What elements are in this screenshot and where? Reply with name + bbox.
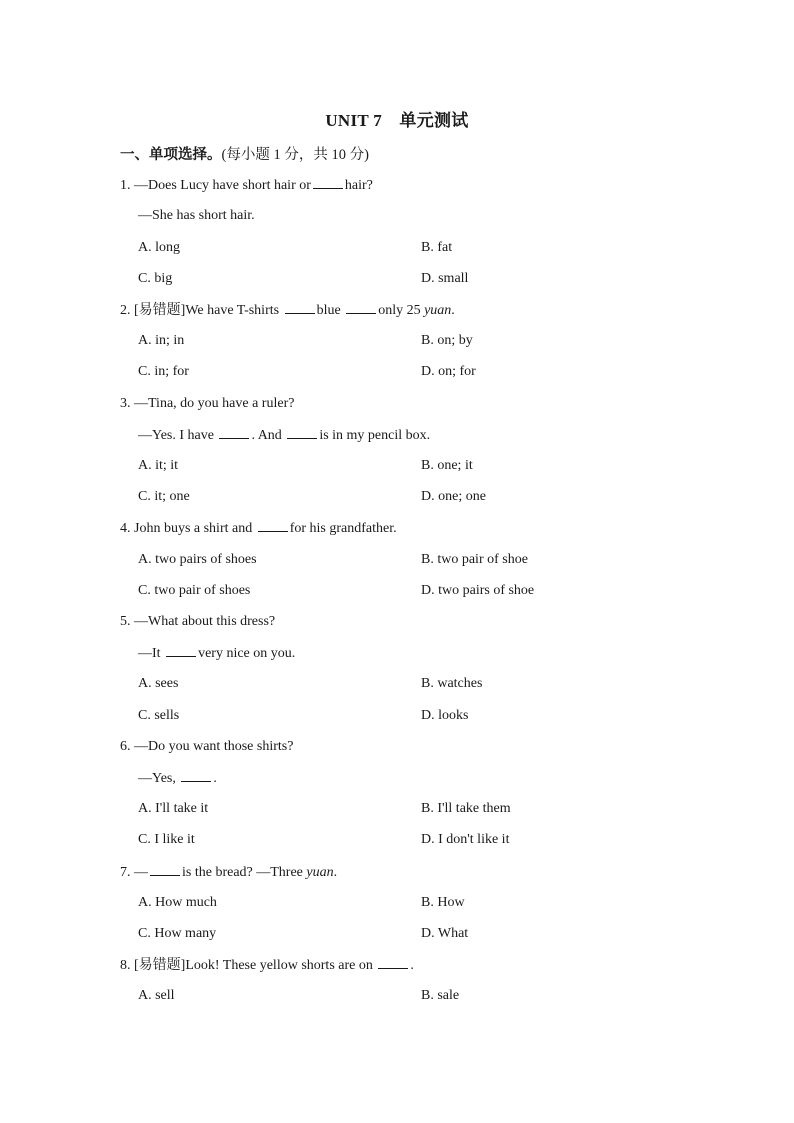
question-8-end: .: [410, 958, 414, 973]
question-2-mid: blue: [316, 303, 341, 318]
q7-option-a: A. How much: [138, 895, 217, 910]
question-4: [120, 519, 397, 538]
question-2: [120, 301, 455, 320]
question-1-reply: —She has short hair.: [138, 208, 255, 223]
q5-option-c: C. sells: [138, 708, 180, 723]
answer-blank: [258, 519, 288, 532]
question-2-end: .: [451, 303, 455, 318]
question-5-reply: [138, 644, 295, 663]
question-6-reply: [138, 769, 217, 788]
section-note: (每小题 1 分，共 10 分): [221, 147, 369, 163]
q1-option-a: A. long: [138, 240, 180, 255]
question-3-reply: [138, 426, 430, 445]
answer-blank: [219, 426, 249, 439]
question-8: [120, 956, 414, 975]
question-7-text: 7. —: [120, 865, 148, 880]
q1-option-d: D. small: [421, 271, 469, 286]
question-2-mid2: only 25: [378, 303, 421, 318]
q6-option-b: B. I'll take them: [421, 801, 511, 816]
question-5-reply-a: —It: [138, 646, 161, 661]
question-5: 5. —What about this dress?: [120, 614, 276, 629]
q3-option-d: D. one; one: [421, 489, 486, 504]
answer-blank: [166, 644, 196, 657]
q2-option-c: C. in; for: [138, 364, 189, 379]
answer-blank: [378, 956, 408, 969]
q6-option-c: C. I like it: [138, 832, 195, 847]
q7-option-b: B. How: [421, 895, 465, 910]
question-6-reply-a: —Yes,: [138, 771, 176, 786]
q1-option-b: B. fat: [421, 240, 453, 255]
q7-option-c: C. How many: [138, 926, 217, 941]
question-4-rest: for his grandfather.: [289, 521, 397, 536]
q1-option-c: C. big: [138, 271, 173, 286]
question-7-mid: is the bread? —Three: [182, 865, 303, 880]
q4-option-c: C. two pair of shoes: [138, 583, 251, 598]
answer-blank: [181, 769, 211, 782]
answer-blank: [285, 301, 315, 314]
q5-option-a: A. sees: [138, 676, 179, 691]
q8-option-b: B. sale: [421, 988, 460, 1003]
q2-option-a: A. in; in: [138, 333, 185, 348]
question-4-text: 4. John buys a shirt and: [120, 521, 253, 536]
q4-option-a: A. two pairs of shoes: [138, 552, 257, 567]
q3-option-a: A. it; it: [138, 458, 179, 473]
q3-option-c: C. it; one: [138, 489, 190, 504]
question-6-reply-b: .: [213, 771, 217, 786]
question-5-reply-b: very nice on you.: [198, 646, 296, 661]
question-8-text: 8. [易错题]Look! These yellow shorts are on: [120, 958, 373, 973]
q2-option-b: B. on; by: [421, 333, 473, 348]
answer-blank: [150, 863, 180, 876]
answer-blank: [313, 176, 343, 189]
question-7: [120, 863, 337, 882]
q6-option-d: D. I don't like it: [421, 832, 510, 847]
question-6: 6. —Do you want those shirts?: [120, 739, 294, 754]
question-3-reply-a: —Yes. I have: [138, 428, 214, 443]
question-7-italic: yuan: [306, 865, 334, 880]
section-name: 一、单项选择。: [120, 147, 222, 163]
page-title: UNIT 7 单元测试: [325, 111, 469, 130]
question-1: [120, 176, 373, 195]
q7-option-d: D. What: [421, 926, 469, 941]
question-1-text: 1. —Does Lucy have short hair or: [120, 178, 311, 193]
q4-option-b: B. two pair of shoe: [421, 552, 528, 567]
question-2-text: 2. [易错题]We have T-shirts: [120, 303, 280, 318]
q8-option-a: A. sell: [138, 988, 175, 1003]
question-3-reply-c: is in my pencil box.: [319, 428, 431, 443]
question-3-reply-b: . And: [251, 428, 282, 443]
question-2-italic: yuan: [424, 303, 452, 318]
question-1-rest: hair?: [344, 178, 373, 193]
answer-blank: [287, 426, 317, 439]
question-3: 3. —Tina, do you have a ruler?: [120, 396, 295, 411]
q3-option-b: B. one; it: [421, 458, 473, 473]
q6-option-a: A. I'll take it: [138, 801, 209, 816]
q5-option-d: D. looks: [421, 708, 469, 723]
section-heading: [120, 143, 369, 164]
q4-option-d: D. two pairs of shoe: [421, 583, 535, 598]
q2-option-d: D. on; for: [421, 364, 476, 379]
question-7-end: .: [333, 865, 338, 880]
q5-option-b: B. watches: [421, 676, 483, 691]
answer-blank: [346, 301, 376, 314]
